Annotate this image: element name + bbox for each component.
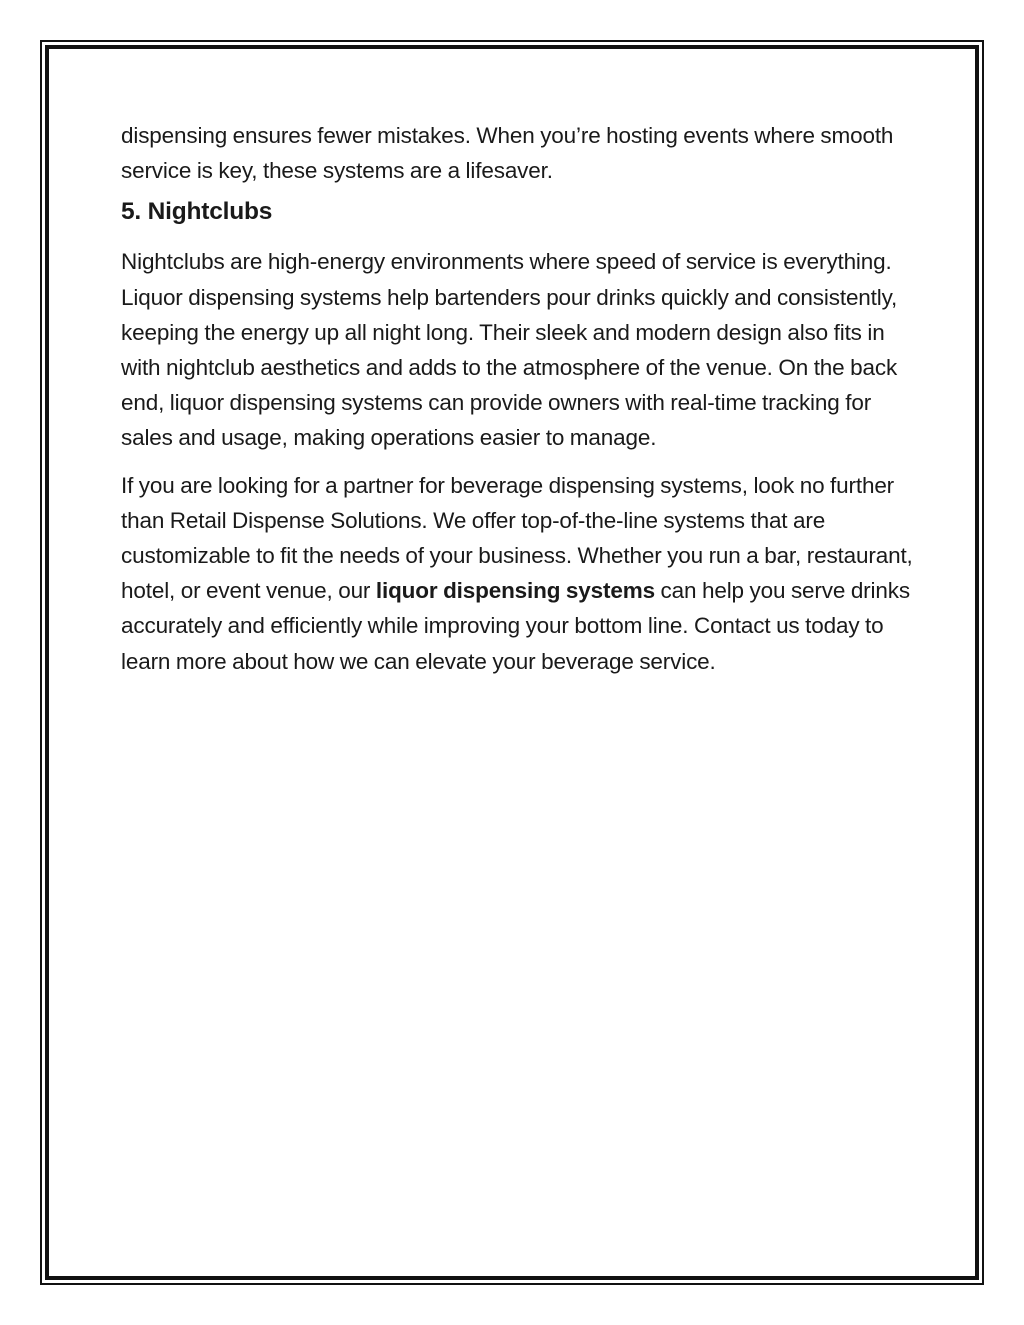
nightclubs-paragraph: Nightclubs are high-energy environments where speed of service is everything. Liquor dispensing systems help bartenders pour drinks quickly and consistently, keeping the energy up all night long. Their sleek and modern design also fits in with nightclub aesthetics and adds to the atmosphere of the venue. On the back end, liquor dispensing systems can provide owners with real-time tracking for sales and usage, making operations easier to manage. (121, 249, 898, 451)
liquor-dispensing-systems-link[interactable]: liquor dispensing systems (375, 578, 655, 604)
closing-text-before-link: If you are looking for a partner for beverage dispensing systems, look no further than Retail Dispense Solutions. We offer top-of-the-line systems that are customizable to fit the needs of your business. Whether you run a bar, restaurant, hotel, or event venue, our (121, 472, 913, 604)
section-heading-nightclubs: 5. Nightclubs (121, 198, 273, 226)
intro-paragraph: dispensing ensures fewer mistakes. When you’re hosting events where smooth service is key, these systems are a lifesaver. (121, 123, 894, 184)
closing-paragraph (121, 468, 913, 679)
document-body (121, 118, 913, 691)
closing-text-after-link: can help you serve drinks accurately and efficiently while improving your bottom line. Contact us today to learn more about how we can elevate your beverage service. (121, 578, 910, 674)
